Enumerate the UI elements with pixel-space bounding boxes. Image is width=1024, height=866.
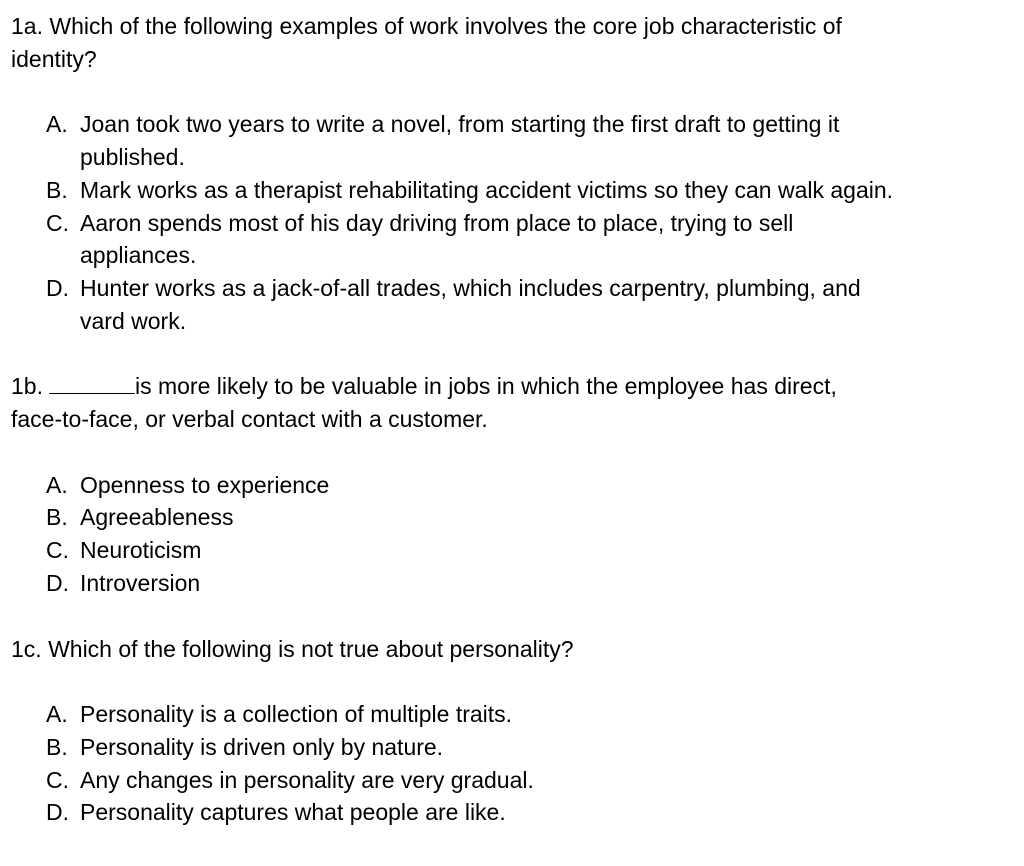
option-letter: A. [46,471,68,498]
option-1b-d [11,567,910,600]
option-1c-d [11,796,910,829]
question-1b-prompt [11,370,891,435]
option-text: Introversion [80,569,201,596]
option-1c-c [11,764,910,797]
option-letter: C. [46,766,69,793]
option-1a-b [11,174,910,207]
option-1b-a [11,469,910,502]
option-letter: A. [46,701,68,728]
option-text: Openness to experience [80,471,330,498]
question-1a-prompt: 1a. Which of the following examples of work involves the core job characteristic of identity? [11,13,842,72]
option-letter: B. [46,176,68,203]
option-text: Joan took two years to write a novel, from starting the first draft to getting it published. [80,111,840,171]
option-1c-a [11,698,910,731]
question-1b-options [11,469,1001,600]
option-text: Mark works as a therapist rehabilitating accident victims so they can walk again. [80,176,894,203]
spacer [11,337,1001,370]
question-number: 1b. [11,373,43,400]
question-1c-prompt: 1c. Which of the following is not true about personality? [11,635,574,662]
option-letter: B. [46,733,68,760]
spacer [11,665,1001,698]
option-letter: B. [46,504,68,531]
option-1a-c [11,207,910,272]
spacer [11,75,1001,108]
option-text: Personality is a collection of multiple traits. [80,701,513,728]
option-text: Personality captures what people are like. [80,799,506,826]
option-letter: C. [46,209,69,236]
question-1a-options [11,108,1001,337]
option-letter: A. [46,111,68,138]
option-letter: D. [46,274,69,301]
option-text: Personality is driven only by nature. [80,733,444,760]
question-1c-options [11,698,1001,829]
option-text: Hunter works as a jack-of-all trades, which includes carpentry, plumbing, and vard work. [80,274,861,334]
question-text: is more likely to be valuable in jobs in which the employee has direct, face-to-face, or verbal contact with a customer. [11,373,837,433]
option-text: Aaron spends most of his day driving from place to place, trying to sell appliances. [80,209,794,269]
option-1c-b [11,731,910,764]
option-text: Neuroticism [80,537,202,564]
option-text: Agreeableness [80,504,234,531]
option-1a-d [11,272,910,337]
option-1b-c [11,534,910,567]
option-letter: C. [46,537,69,564]
spacer [11,600,1001,633]
option-letter: D. [46,569,69,596]
fill-in-blank [49,373,135,394]
option-1a-a [11,108,910,173]
option-1b-b [11,501,910,534]
spacer [11,436,1001,469]
document [11,10,1001,829]
option-letter: D. [46,799,69,826]
option-text: Any changes in personality are very gradual. [80,766,534,793]
